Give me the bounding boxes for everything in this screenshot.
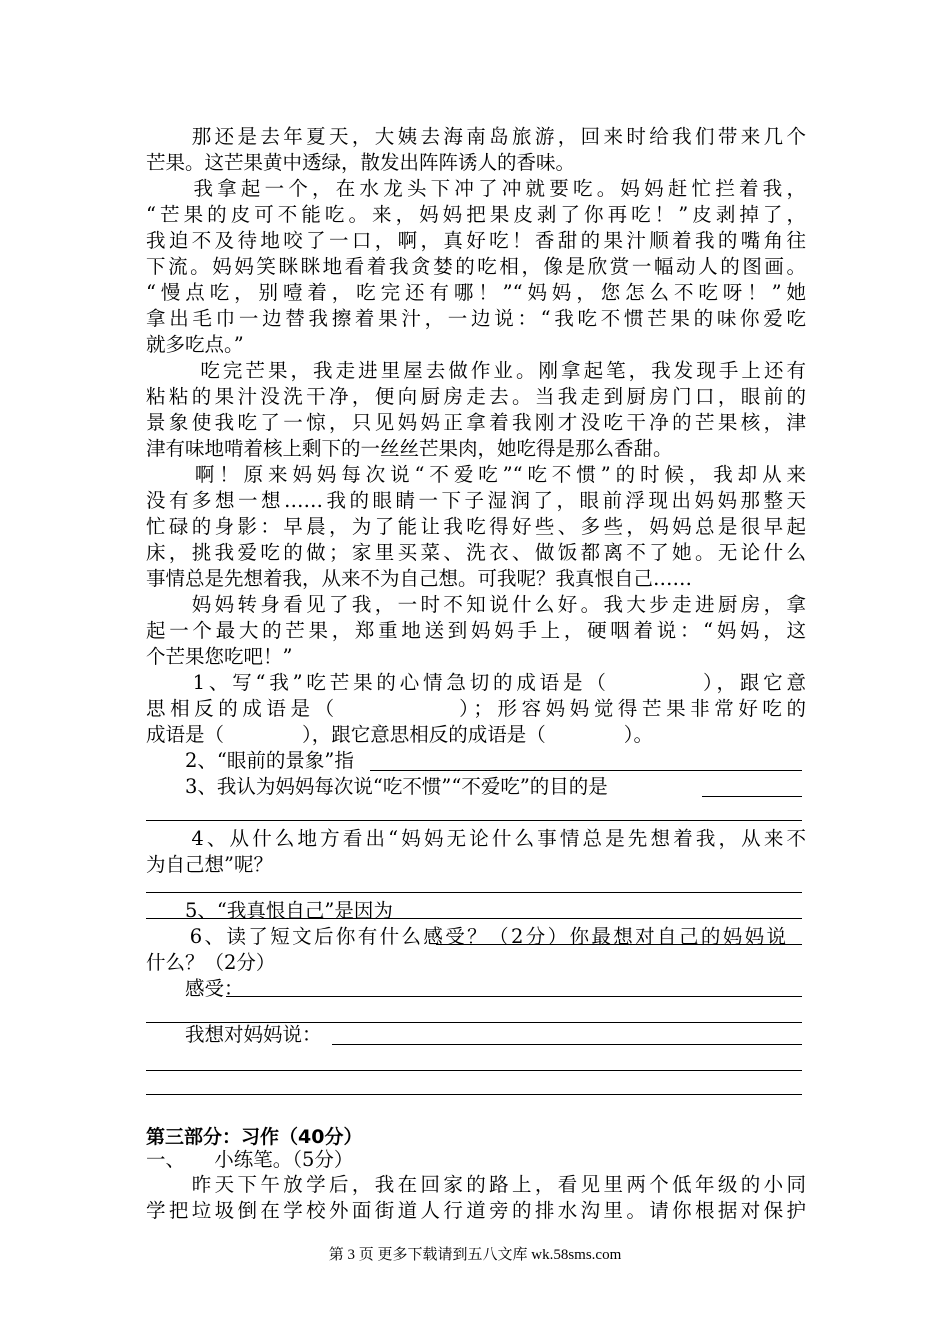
passage-line: 没有多想一想……我的眼睛一下子湿润了，眼前浮现出妈妈那整天: [146, 489, 806, 512]
passage-line: 吃完芒果，我走进里屋去做作业。刚拿起笔，我发现手上还有: [146, 359, 806, 382]
section-item: 一、 小练笔。（5分）: [146, 1148, 354, 1171]
passage-line: 就多吃点。”: [146, 333, 244, 356]
passage-line: 粘粘的果汁没洗干净，便向厨房走去。当我走到厨房门口，眼前的: [146, 385, 806, 408]
passage-line: 起一个最大的芒果，郑重地送到妈妈手上，硬咽着说：“妈妈，这: [146, 619, 806, 642]
feeling-label: 感受：: [146, 977, 244, 1000]
say-to-mom-answer-line[interactable]: [332, 1044, 802, 1045]
answer-line[interactable]: [146, 892, 802, 893]
passage-line: 啊！原来妈妈每次说“不爱吃”“吃不惯”的时候，我却从来: [146, 463, 806, 486]
question-4-line: 4、从什么地方看出“妈妈无论什么事情总是先想着我，从来不: [146, 827, 806, 850]
passage-line: 我拿起一个，在水龙头下冲了冲就要吃。妈妈赶忙拦着我，: [146, 177, 806, 200]
passage-line: 床，挑我爱吃的做；家里买菜、洗衣、做饭都离不了她。无论什么: [146, 541, 806, 564]
question-2-text: 2、“眼前的景象”指: [146, 749, 354, 772]
prompt-line: 学把垃圾倒在学校外面街道人行道旁的排水沟里。请你根据对保护: [146, 1199, 806, 1222]
prompt-line: 昨天下午放学后，我在回家的路上，看见里两个低年级的小同: [146, 1173, 806, 1196]
passage-line: 津有味地啃着核上剩下的一丝丝芒果肉，她吃得是那么香甜。: [146, 437, 673, 460]
question-1-line: 思相反的成语是（ ）；形容妈妈觉得芒果非常好吃的: [146, 697, 806, 720]
answer-line[interactable]: [146, 820, 802, 821]
say-to-mom-label: 我想对妈妈说：: [146, 1023, 322, 1046]
passage-line: 事情总是先想着我，从来不为自己想。可我呢？我真恨自己……: [146, 567, 693, 590]
passage-line: 那还是去年夏天，大姨去海南岛旅游，回来时给我们带来几个: [146, 125, 806, 148]
passage-line: 妈妈转身看见了我，一时不知说什么好。我大步走进厨房，拿: [146, 593, 806, 616]
passage-line: “慢点吃，别噎着，吃完还有哪！”“妈妈，您怎么不吃呀！”她: [146, 281, 806, 304]
feeling-answer-line[interactable]: [226, 996, 802, 997]
answer-line[interactable]: [146, 1094, 802, 1095]
passage-line: 个芒果您吃吧！”: [146, 645, 293, 668]
passage-line: 拿出毛巾一边替我擦着果汁，一边说：“我吃不惯芒果的味你爱吃: [146, 307, 806, 330]
passage-line: 忙碌的身影：早晨，为了能让我吃得好些、多些，妈妈总是很早起: [146, 515, 806, 538]
section-heading: 第三部分：习作（40分）: [146, 1126, 363, 1148]
question-1-line: 1、写“我”吃芒果的心情急切的成语是（ ），跟它意: [146, 671, 806, 694]
passage-line: 我迫不及待地咬了一口，啊，真好吃！香甜的果汁顺着我的嘴角往: [146, 229, 806, 252]
passage-line: 下流。妈妈笑眯眯地看着我贪婪的吃相，像是欣赏一幅动人的图画。: [146, 255, 806, 278]
question-4-line: 为自己想”呢？: [146, 853, 273, 876]
page-footer: 第 3 页 更多下载请到五八文库 wk.58sms.com: [328, 1247, 622, 1263]
answer-line[interactable]: [702, 796, 802, 797]
answer-line[interactable]: [146, 1070, 802, 1071]
question-6-line: 6、读了短文后你有什么感受？（2分）你最想对自己的妈妈说: [146, 925, 786, 948]
question-1-line: 成语是（ ），跟它意思相反的成语是（ ）。: [146, 723, 654, 746]
question-6-line: 什么？（2分）: [146, 951, 276, 974]
passage-line: 芒果。这芒果黄中透绿，散发出阵阵诱人的香味。: [146, 151, 576, 174]
question-3-text: 3、我认为妈妈每次说“吃不惯”“不爱吃”的目的是: [146, 775, 608, 798]
passage-line: 景象使我吃了一惊，只见妈妈正拿着我刚才没吃干净的芒果核，津: [146, 411, 806, 434]
passage-line: “芒果的皮可不能吃。来，妈妈把果皮剥了你再吃！”皮剥掉了，: [146, 203, 806, 226]
question-5-text: 5、“我真恨自己”是因为: [146, 899, 393, 922]
answer-line[interactable]: [370, 770, 802, 771]
